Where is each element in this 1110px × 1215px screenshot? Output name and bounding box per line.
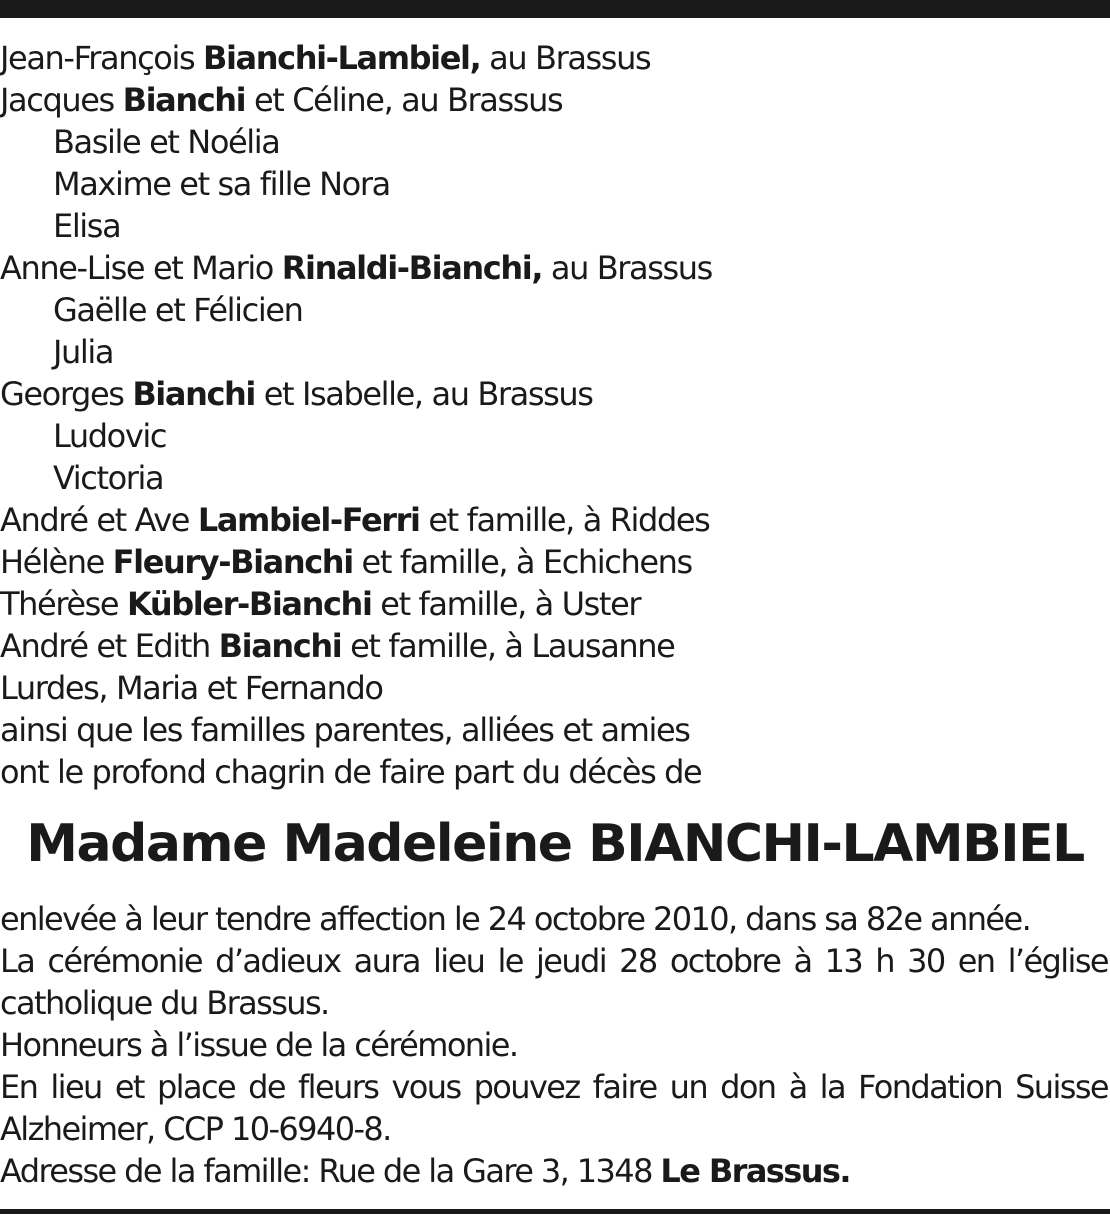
surname-bold: Rinaldi-Bianchi, bbox=[281, 249, 543, 287]
announcement-details bbox=[0, 898, 1108, 1192]
text-segment: La cérémonie d’adieux aura lieu le jeudi 28 octobre à 13 h 30 en l’église bbox=[0, 942, 1108, 980]
surname-bold: Bianchi bbox=[122, 81, 246, 119]
surname-bold: Lambiel-Ferri bbox=[197, 501, 420, 539]
detail-line bbox=[0, 1024, 1108, 1066]
text-segment: Jacques bbox=[0, 81, 123, 119]
family-member-line bbox=[0, 289, 1100, 331]
text-segment: Jean-François bbox=[0, 39, 203, 77]
surname-bold: Bianchi bbox=[132, 375, 255, 413]
family-member-line bbox=[0, 667, 1100, 709]
family-member-line bbox=[0, 247, 1100, 289]
text-segment: enlevée à leur tendre affection le 24 octobre 2010, dans sa 82e année. bbox=[0, 900, 1031, 938]
family-member-line bbox=[0, 541, 1100, 583]
detail-line bbox=[0, 1150, 1108, 1192]
surname-bold: Le Brassus. bbox=[660, 1152, 850, 1190]
detail-line bbox=[0, 940, 1108, 982]
text-segment: au Brassus bbox=[542, 249, 712, 287]
family-member-line bbox=[0, 121, 1100, 163]
family-member-line bbox=[0, 331, 1100, 373]
surname-bold: Bianchi bbox=[218, 627, 342, 665]
text-segment: Alzheimer, CCP 10-6940-8. bbox=[0, 1110, 391, 1148]
text-segment: Gaëlle et Félicien bbox=[53, 291, 303, 329]
text-segment: En lieu et place de fleurs vous pouvez faire un don à la Fondation Suisse bbox=[0, 1068, 1108, 1106]
text-segment: Thérèse bbox=[0, 585, 127, 623]
bottom-rule bbox=[0, 1209, 1110, 1214]
text-segment: au Brassus bbox=[480, 39, 651, 77]
detail-line bbox=[0, 1108, 1108, 1150]
detail-line bbox=[0, 982, 1108, 1024]
text-segment: Honneurs à l’issue de la cérémonie. bbox=[0, 1026, 518, 1064]
text-segment: André et Edith bbox=[0, 627, 219, 665]
detail-line bbox=[0, 1066, 1108, 1108]
text-segment: Maxime et sa fille Nora bbox=[53, 165, 390, 203]
family-member-line bbox=[0, 205, 1100, 247]
family-member-line bbox=[0, 415, 1100, 457]
family-member-line bbox=[0, 625, 1100, 667]
family-member-line bbox=[0, 457, 1100, 499]
text-segment: et Céline, au Brassus bbox=[245, 81, 563, 119]
family-list bbox=[0, 37, 1100, 793]
deceased-name: Madame Madeleine BIANCHI-LAMBIEL bbox=[26, 814, 1084, 874]
text-segment: Basile et Noélia bbox=[53, 123, 280, 161]
text-segment: Victoria bbox=[53, 459, 164, 497]
detail-line bbox=[0, 898, 1108, 940]
surname-bold: Bianchi-Lambiel, bbox=[203, 39, 481, 77]
text-segment: ont le profond chagrin de faire part du décès de bbox=[0, 753, 702, 791]
text-segment: et Isabelle, au Brassus bbox=[254, 375, 593, 413]
text-segment: Georges bbox=[0, 375, 133, 413]
text-segment: et famille, à Riddes bbox=[419, 501, 710, 539]
family-member-line bbox=[0, 79, 1100, 121]
text-segment: catholique du Brassus. bbox=[0, 984, 329, 1022]
text-segment: André et Ave bbox=[0, 501, 198, 539]
text-segment: Julia bbox=[53, 333, 114, 371]
family-member-line bbox=[0, 163, 1100, 205]
family-member-line bbox=[0, 373, 1100, 415]
text-segment: Elisa bbox=[53, 207, 121, 245]
surname-bold: Kübler-Bianchi bbox=[127, 585, 372, 623]
text-segment: et famille, à Lausanne bbox=[341, 627, 675, 665]
family-member-line bbox=[0, 499, 1100, 541]
text-segment: Lurdes, Maria et Fernando bbox=[0, 669, 383, 707]
family-member-line bbox=[0, 709, 1100, 751]
text-segment: et famille, à Echichens bbox=[352, 543, 692, 581]
text-segment: Ludovic bbox=[53, 417, 167, 455]
text-segment: Anne-Lise et Mario bbox=[0, 249, 282, 287]
top-rule bbox=[0, 0, 1110, 18]
text-segment: ainsi que les familles parentes, alliées et amies bbox=[0, 711, 690, 749]
family-member-line bbox=[0, 583, 1100, 625]
family-member-line bbox=[0, 751, 1100, 793]
family-member-line bbox=[0, 37, 1100, 79]
text-segment: Hélène bbox=[0, 543, 113, 581]
text-segment: et famille, à Uster bbox=[371, 585, 641, 623]
text-segment: Adresse de la famille: Rue de la Gare 3, 1348 bbox=[0, 1152, 661, 1190]
surname-bold: Fleury-Bianchi bbox=[112, 543, 353, 581]
